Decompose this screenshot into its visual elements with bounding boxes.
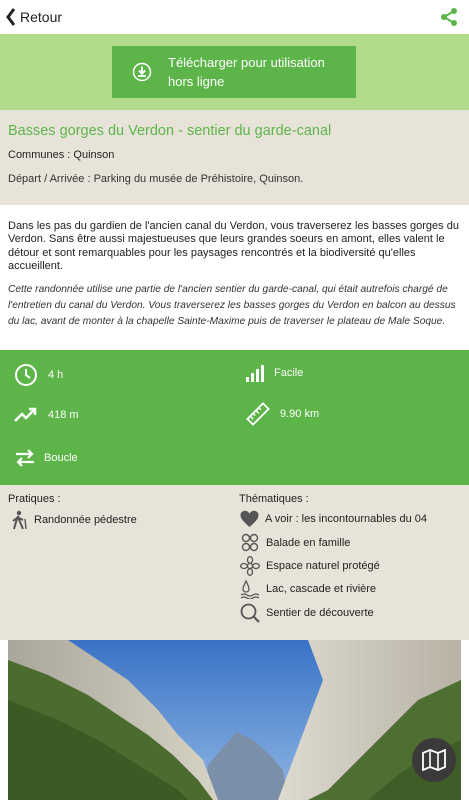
elevation-trend-icon [14,406,38,424]
share-button[interactable] [439,7,459,32]
stat-distance [246,402,319,426]
stat-elevation [14,406,79,424]
distance-value: 9.90 km [280,408,320,420]
theme-item [240,533,350,553]
download-label: Télécharger pour utilisation hors ligne [168,55,325,89]
hike-photo [8,640,461,800]
ruler-icon [246,402,270,426]
map-button[interactable] [412,738,456,782]
share-icon [439,7,459,27]
hike-description: Dans les pas du gardien de l'ancien canal du Verdon, vous traverserez les basses gorges du Verdon. Sans être aussi majestueuses que leurs grandes soeurs en amont, elles valent le détour et sont remarquables pour les paysages rencontrés et la biodiversité qu'elles accueillent. [8,220,459,273]
stats-panel [0,350,469,485]
elevation-value: 418 m [48,409,79,421]
map-icon [422,749,446,771]
theme-item [240,603,374,623]
difficulty-value: Facile [274,367,304,379]
communes-text: Communes : Quinson [8,149,115,161]
chevron-left-icon [6,8,16,26]
loop-arrows-icon [14,448,36,468]
theme-label: Lac, cascade et rivière [266,583,377,595]
hike-title: Basses gorges du Verdon - sentier du garde-canal [8,123,332,139]
practice-label: Randonnée pédestre [34,514,137,526]
stat-type [14,448,78,468]
theme-item [240,579,376,599]
hiker-icon [10,510,28,530]
practices-title: Pratiques : [8,493,61,505]
water-icon [240,579,260,599]
type-value: Boucle [44,452,78,464]
flower-icon [240,556,260,576]
heart-icon [240,510,259,528]
clock-icon [14,363,38,387]
theme-item [240,556,380,576]
stat-difficulty [246,364,303,382]
depart-text: Départ / Arrivée : Parking du musée de Préhistoire, Quinson. [8,173,304,185]
family-icon [240,533,260,553]
download-icon [132,62,152,82]
back-button[interactable] [6,7,62,27]
theme-label: Balade en famille [266,537,351,549]
theme-label: Sentier de découverte [266,607,374,619]
duration-value: 4 h [48,369,64,381]
theme-item [240,510,427,528]
difficulty-bars-icon [246,364,266,382]
back-label: Retour [20,9,63,25]
download-band [0,34,469,110]
themes-panel [0,485,469,640]
download-offline-button[interactable] [112,46,356,98]
hike-info [0,110,469,205]
hike-intro: Cette randonnée utilise une partie de l'ancien sentier du garde-canal, qui était autrefois chargé de l'entretien du canal du Verdon. Vous traverserez les basses gorges du Verdon en balcon au dessus du lac, avant de monter à la chapelle Sainte-Maxime puis de traverser le plateau de Male Soque. [8,284,456,327]
practice-item [10,510,137,530]
theme-label: Espace naturel protégé [266,560,380,572]
themes-title: Thématiques : [239,493,309,505]
top-bar [0,0,469,34]
theme-label: A voir : les incontournables du 04 [265,513,428,525]
magnifier-icon [240,603,260,623]
stat-duration [14,363,63,387]
